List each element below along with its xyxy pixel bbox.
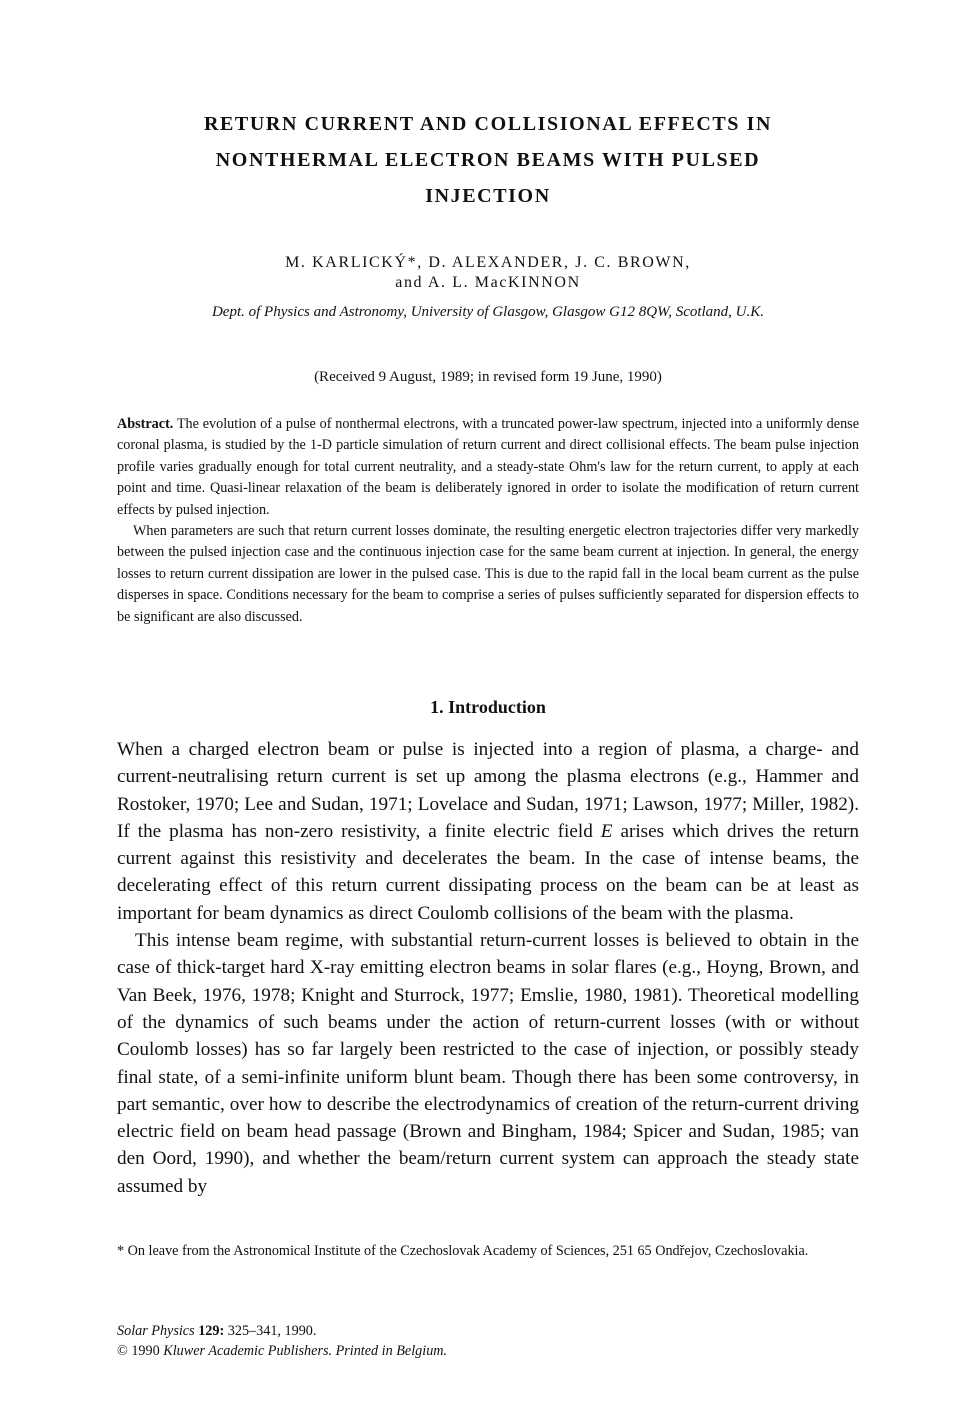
body-p1-symbol-e: E: [600, 820, 613, 842]
title-line-3: INJECTION: [425, 185, 551, 207]
footnote: [117, 1241, 859, 1261]
body-p1-part-b: arises which drives the return current against this resistivity and decelerates the beam. In the case of intense beams, the decelerating effect of this return current dissipating process on the beam can be at least as important for beam dynamics as direct Coulomb collisions of the beam with the plasma.: [117, 820, 859, 924]
journal-volume: 129:: [198, 1323, 225, 1339]
author-list: [160, 253, 816, 293]
affiliation: Dept. of Physics and Astronomy, University of Glasgow, Glasgow G12 8QW, Scotland, U.K.: [211, 304, 765, 320]
abstract-label: Abstract.: [117, 416, 174, 432]
abstract-paragraph-2: When parameters are such that return current losses dominate, the resulting energetic electron trajectories differ very markedly between the pulsed injection case and the continuous injection case for the same beam current at injection. In general, the energy losses to return current dissipation are lower in the pulsed case. This is due to the rapid fall in the local beam current as the pulse disperses in space. Conditions necessary for the beam to comprise a series of pulses sufficiently separated for dispersion effects to be significant are also discussed.: [117, 523, 859, 625]
copyright-line: [117, 1341, 859, 1361]
abstract-paragraph-1-text: The evolution of a pulse of nonthermal electrons, with a truncated power-law spectrum, injected into a uniformly dense coronal plasma, is studied by the 1-D particle simulation of return current and direct collisional effects. The beam pulse injection profile varies gradually enough for total current neutrality, and a steady-state Ohm's law for the return current, to apply at each point and time. Quasi-linear relaxation of the beam is deliberately ignored in order to isolate the modification of return current effects by pulsed injection.: [117, 416, 859, 518]
section-heading-introduction: 1. Introduction: [430, 697, 546, 717]
copyright-symbol: ©: [117, 1343, 128, 1359]
footnote-text: * On leave from the Astronomical Institute of the Czechoslovak Academy of Sciences, 251 65 Ondřejov, Czechoslovakia.: [117, 1243, 809, 1259]
title-line-1: RETURN CURRENT AND COLLISIONAL EFFECTS IN: [203, 113, 773, 135]
copyright-year: 1990: [127, 1343, 164, 1359]
journal-name: Solar Physics: [117, 1323, 195, 1339]
authors-line-2: and A. L. MacKINNON: [395, 274, 581, 291]
body-text: [117, 736, 859, 1200]
journal-citation: [117, 1321, 859, 1341]
publisher: Kluwer Academic Publishers. Printed in Belgium.: [163, 1343, 448, 1359]
body-paragraph-1: [117, 736, 859, 927]
journal-info: [117, 1321, 859, 1361]
abstract: [117, 414, 859, 628]
abstract-paragraph-1: [117, 414, 859, 521]
title-line-2: NONTHERMAL ELECTRON BEAMS WITH PULSED: [215, 149, 761, 171]
body-p1-part-a: When a charged electron beam or pulse is injected into a region of plasma, a charge- and current-neutralising return current is set up among the plasma electrons (e.g., Hammer and Rostoker, 1970; Lee and Sudan, 1971; Lovelace and Sudan, 1971; Lawson, 1977; Miller, 1982). If the plasma has non-zero resistivity, a finite electric field: [117, 739, 859, 842]
journal-pages: 325–341, 1990.: [224, 1323, 317, 1339]
paper-title: [160, 106, 816, 214]
received-dates: (Received 9 August, 1989; in revised form 19 June, 1990): [314, 369, 662, 385]
authors-line-1: M. KARLICKÝ*, D. ALEXANDER, J. C. BROWN,: [285, 254, 691, 271]
body-paragraph-2: This intense beam regime, with substantial return-current losses is believed to obtain in the case of thick-target hard X-ray emitting electron beams in solar flares (e.g., Hoyng, Brown, and Van Beek, 1976, 1978; Knight and Sturrock, 1977; Emslie, 1980, 1981). Theoretical modelling of the dynamics of such beams under the action of return-current losses (with or without Coulomb losses) has so far largely been restricted to the case of injection, or possibly steady final state, of a semi-infinite uniform blunt beam. Though there has been some controversy, in part semantic, over how to describe the electrodynamics of creation of the return-current driving electric field on beam head passage (Brown and Bingham, 1984; Spicer and Sudan, 1985; van den Oord, 1990), and whether the beam/return current system can approach the steady state assumed by: [117, 930, 859, 1197]
